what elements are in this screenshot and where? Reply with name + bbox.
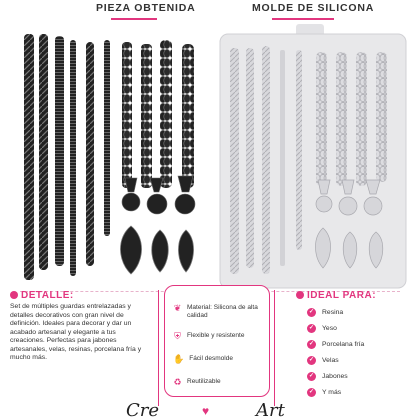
list-item bbox=[307, 384, 364, 400]
list-item bbox=[307, 336, 364, 352]
piece-braid-2 bbox=[141, 44, 152, 188]
list-item-label: Jabones bbox=[322, 372, 348, 380]
hand-icon: ✋ bbox=[173, 354, 185, 364]
list-item-label: Resina bbox=[322, 308, 344, 316]
check-icon: ✓ bbox=[308, 308, 315, 315]
diamond-icon bbox=[10, 291, 18, 299]
list-item-label: Velas bbox=[322, 356, 339, 364]
piece-leaf-1 bbox=[120, 226, 141, 274]
ideal-list bbox=[307, 304, 364, 400]
header-molde-silicona: MOLDE DE SILICONA bbox=[252, 2, 375, 14]
piece-rope-2 bbox=[39, 34, 48, 270]
shield-icon: ⛨ bbox=[174, 331, 181, 341]
piece-braid-4 bbox=[182, 44, 194, 188]
header-pieza-obtenida: PIEZA OBTENIDA bbox=[96, 2, 196, 14]
product-illustration bbox=[0, 22, 420, 290]
feature-text: Material: Silicona de alta calidad bbox=[187, 304, 258, 319]
feature-text: Fácil desmolde bbox=[189, 355, 233, 362]
piece-braid-1 bbox=[122, 42, 132, 188]
detalle-description: Set de múltiples guardas entrelazadas y detalles decorativos con gran nivel de definición. Ideales para decorar y dar un acabado artesanal y elegante a tus creaciones. Perfectas para jabones artesanales, velas, resinas, porcelana fría y mucho más. bbox=[10, 303, 142, 361]
piece-rope-1 bbox=[24, 34, 34, 280]
feature-text: Flexible y resistente bbox=[187, 332, 245, 339]
header-underline bbox=[111, 18, 157, 20]
list-item-label: Y más bbox=[322, 388, 342, 396]
piece-rope-5 bbox=[86, 42, 94, 266]
piece-rope-3 bbox=[55, 36, 64, 266]
piece-leaf-3 bbox=[178, 230, 193, 272]
mold-group bbox=[220, 24, 406, 288]
piece-leaf-2 bbox=[152, 230, 169, 272]
check-icon: ✓ bbox=[308, 356, 315, 363]
heart-icon: ♥ bbox=[202, 404, 210, 418]
column-divider bbox=[274, 290, 275, 406]
check-icon: ✓ bbox=[308, 372, 315, 379]
features-card bbox=[164, 285, 270, 397]
list-item-label: Porcelana fría bbox=[322, 340, 365, 348]
piece-braid-3 bbox=[160, 40, 172, 188]
feature-text: Reutilizable bbox=[187, 378, 221, 385]
list-item bbox=[307, 320, 364, 336]
piece-rope-4 bbox=[70, 40, 76, 276]
feature-material bbox=[173, 304, 267, 320]
leaf-icon: ❦ bbox=[173, 303, 182, 313]
list-item bbox=[307, 368, 364, 384]
list-item-label: Yeso bbox=[322, 324, 337, 332]
detalle-title bbox=[10, 290, 74, 301]
piece-rope-6 bbox=[104, 40, 110, 236]
ideal-title bbox=[296, 290, 376, 301]
detalle-title-text: DETALLE: bbox=[21, 290, 74, 301]
header-underline bbox=[272, 18, 334, 20]
list-item bbox=[307, 304, 364, 320]
check-icon: ✓ bbox=[308, 340, 315, 347]
ideal-title-text: IDEAL PARA: bbox=[307, 290, 377, 301]
recycle-icon: ♻ bbox=[173, 377, 182, 387]
feature-desmolde bbox=[173, 355, 267, 364]
list-item bbox=[307, 352, 364, 368]
check-icon: ✓ bbox=[308, 388, 315, 395]
check-icon: ✓ bbox=[308, 324, 315, 331]
feature-reutilizable bbox=[173, 378, 267, 387]
brand-logo-right: Art bbox=[256, 400, 285, 420]
feature-flexible bbox=[173, 332, 267, 341]
pieces-group bbox=[24, 34, 195, 280]
check-circle-icon bbox=[296, 291, 304, 299]
brand-logo-left: Cre bbox=[126, 400, 160, 420]
column-divider bbox=[158, 290, 159, 406]
